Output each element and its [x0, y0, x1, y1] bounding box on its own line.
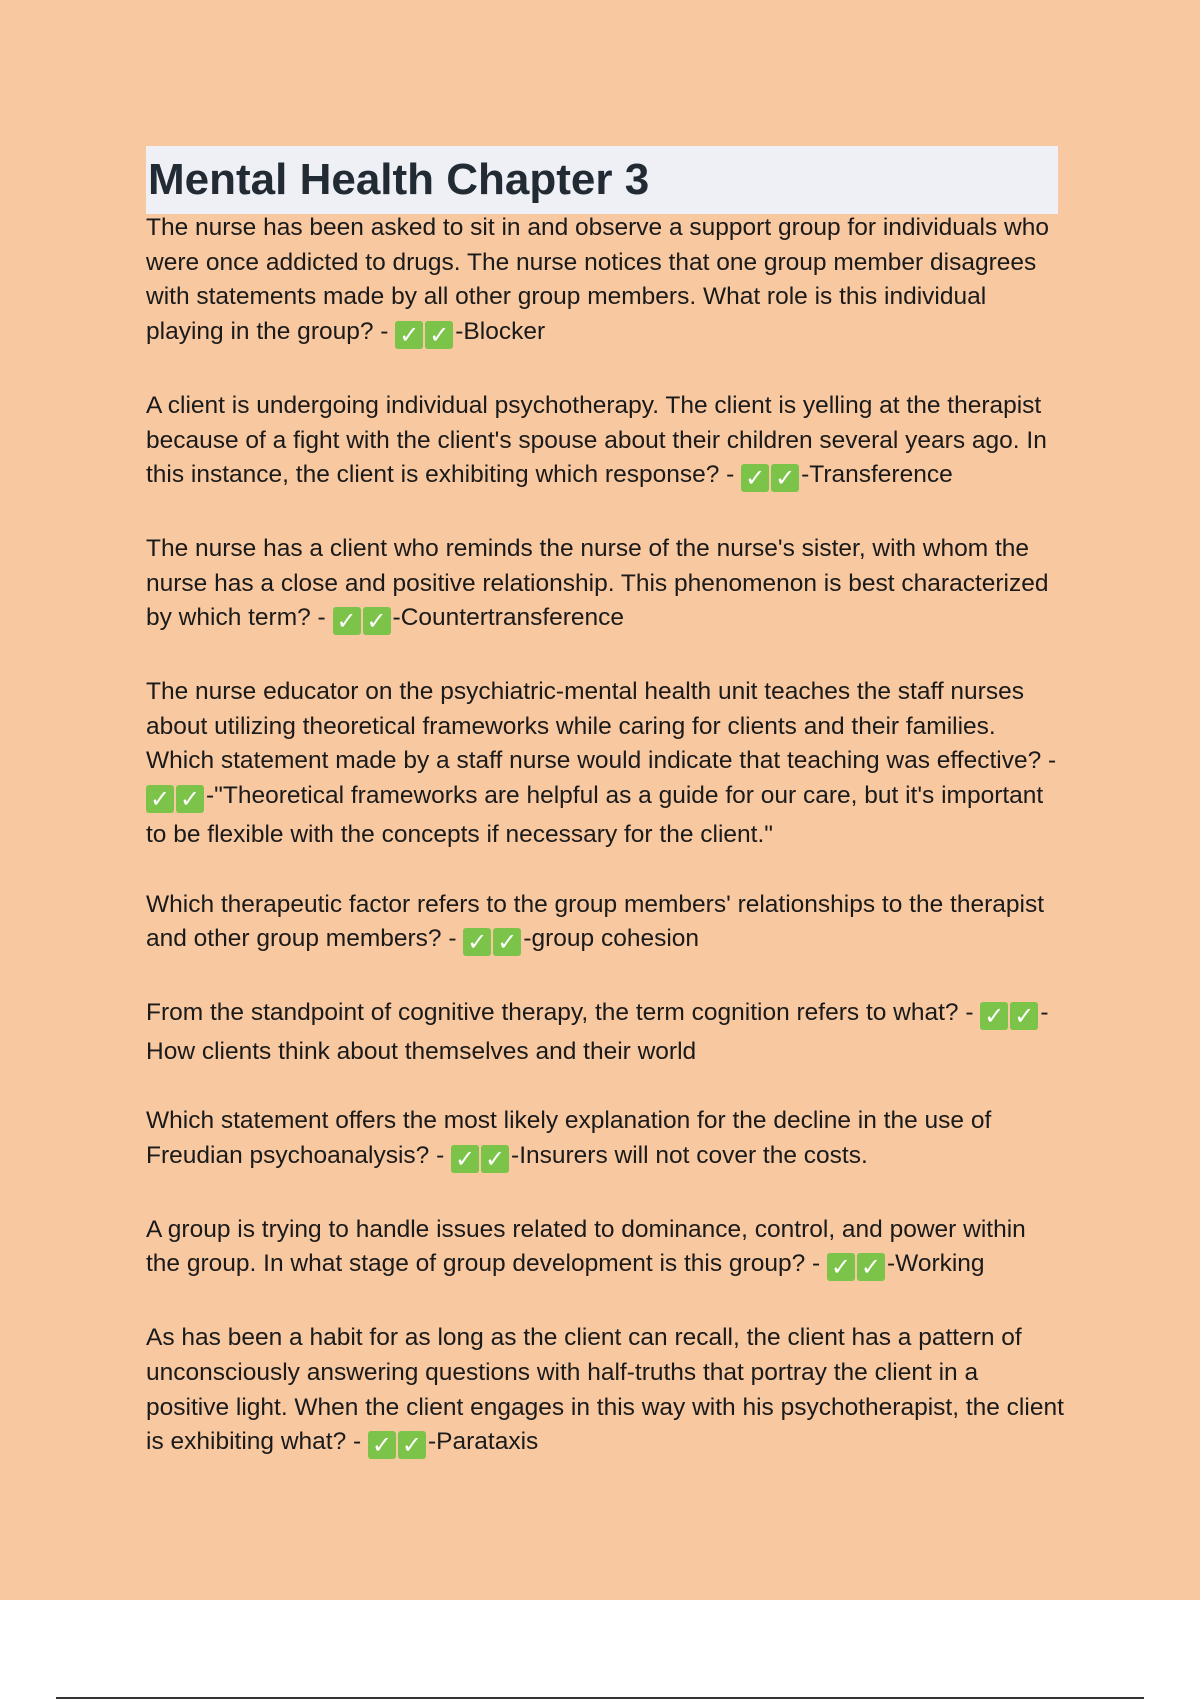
qa-list: [146, 211, 1066, 1499]
check-marks: [333, 605, 393, 640]
check-mark-icon: ✓: [1010, 1002, 1038, 1030]
check-mark-icon: ✓: [980, 1002, 1008, 1030]
qa-item: [146, 389, 1066, 497]
check-marks: [146, 783, 206, 818]
page-title: Mental Health Chapter 3: [148, 155, 650, 204]
question-text: As has been a habit for as long as the client can recall, the client has a pattern of unconsciously answering questions with half-truths that portray the client in a positive light. When the client engages in this way with his psychotherapist, the client is exhibiting what? -: [146, 1324, 1064, 1456]
check-marks: [368, 1429, 428, 1464]
qa-item: [146, 996, 1066, 1069]
qa-item: [146, 675, 1066, 853]
answer-text: -group cohesion: [523, 925, 700, 953]
question-text: Which therapeutic factor refers to the group members' relationships to the therapist and other group members? -: [146, 890, 1045, 953]
answer-text: -Parataxis: [427, 1428, 539, 1456]
answer-text: -Insurers will not cover the costs.: [511, 1142, 868, 1170]
check-marks: [980, 1000, 1040, 1035]
check-mark-icon: ✓: [425, 321, 453, 349]
check-mark-icon: ✓: [463, 928, 491, 956]
check-mark-icon: ✓: [395, 321, 423, 349]
question-text: Which statement offers the most likely explanation for the decline in the use of Freudian psychoanalysis? -: [146, 1107, 992, 1170]
answer-text: -Blocker: [455, 318, 546, 346]
check-mark-icon: ✓: [398, 1431, 426, 1459]
question-text: From the standpoint of cognitive therapy, the term cognition refers to what? -: [146, 998, 981, 1026]
answer-text: -How clients think about themselves and their world: [146, 998, 1049, 1065]
check-mark-icon: ✓: [857, 1253, 885, 1281]
check-marks: [741, 462, 801, 497]
qa-item: [146, 1321, 1066, 1464]
qa-item: [146, 532, 1066, 640]
check-mark-icon: ✓: [741, 464, 769, 492]
check-mark-icon: ✓: [827, 1253, 855, 1281]
qa-item: [146, 1213, 1066, 1286]
answer-text: -Countertransference: [392, 604, 625, 632]
check-mark-icon: ✓: [368, 1431, 396, 1459]
answer-text: -Transference: [801, 461, 953, 489]
check-mark-icon: ✓: [493, 928, 521, 956]
qa-item: [146, 888, 1066, 961]
check-marks: [395, 319, 455, 354]
check-marks: [827, 1251, 887, 1286]
answer-text: -Working: [886, 1250, 985, 1278]
check-mark-icon: ✓: [176, 785, 204, 813]
check-mark-icon: ✓: [333, 607, 361, 635]
check-mark-icon: ✓: [146, 785, 174, 813]
check-mark-icon: ✓: [481, 1145, 509, 1173]
qa-item: [146, 211, 1066, 354]
question-text: A client is undergoing individual psychotherapy. The client is yelling at the therapist because of a fight with the client's spouse about their children several years ago. In this instance, the client is exhibiting which response? -: [146, 391, 1047, 489]
check-mark-icon: ✓: [363, 607, 391, 635]
question-text: The nurse has a client who reminds the nurse of the nurse's sister, with whom the nurse has a close and positive relationship. This phenomenon is best characterized by which term? -: [146, 534, 1049, 632]
check-mark-icon: ✓: [771, 464, 799, 492]
question-text: A group is trying to handle issues related to dominance, control, and power within the group. In what stage of group development is this group? -: [146, 1215, 1026, 1278]
check-mark-icon: ✓: [451, 1145, 479, 1173]
title-bar: [146, 146, 1058, 214]
answer-text: -"Theoretical frameworks are helpful as a guide for our care, but it's important to be flexible with the concepts if necessary for the client.": [146, 782, 1044, 848]
check-marks: [463, 926, 523, 961]
check-marks: [451, 1143, 511, 1178]
question-text: The nurse has been asked to sit in and observe a support group for individuals who were once addicted to drugs. The nurse notices that one group member disagrees with statements made by all other group members. What role is this individual playing in the group? -: [146, 214, 1049, 346]
qa-item: [146, 1104, 1066, 1177]
footer-divider: [56, 1697, 1144, 1699]
question-text: The nurse educator on the psychiatric-mental health unit teaches the staff nurses about utilizing theoretical frameworks while caring for clients and their families. Which statement made by a staff nurse would indicate that teaching was effective? -: [146, 678, 1057, 775]
